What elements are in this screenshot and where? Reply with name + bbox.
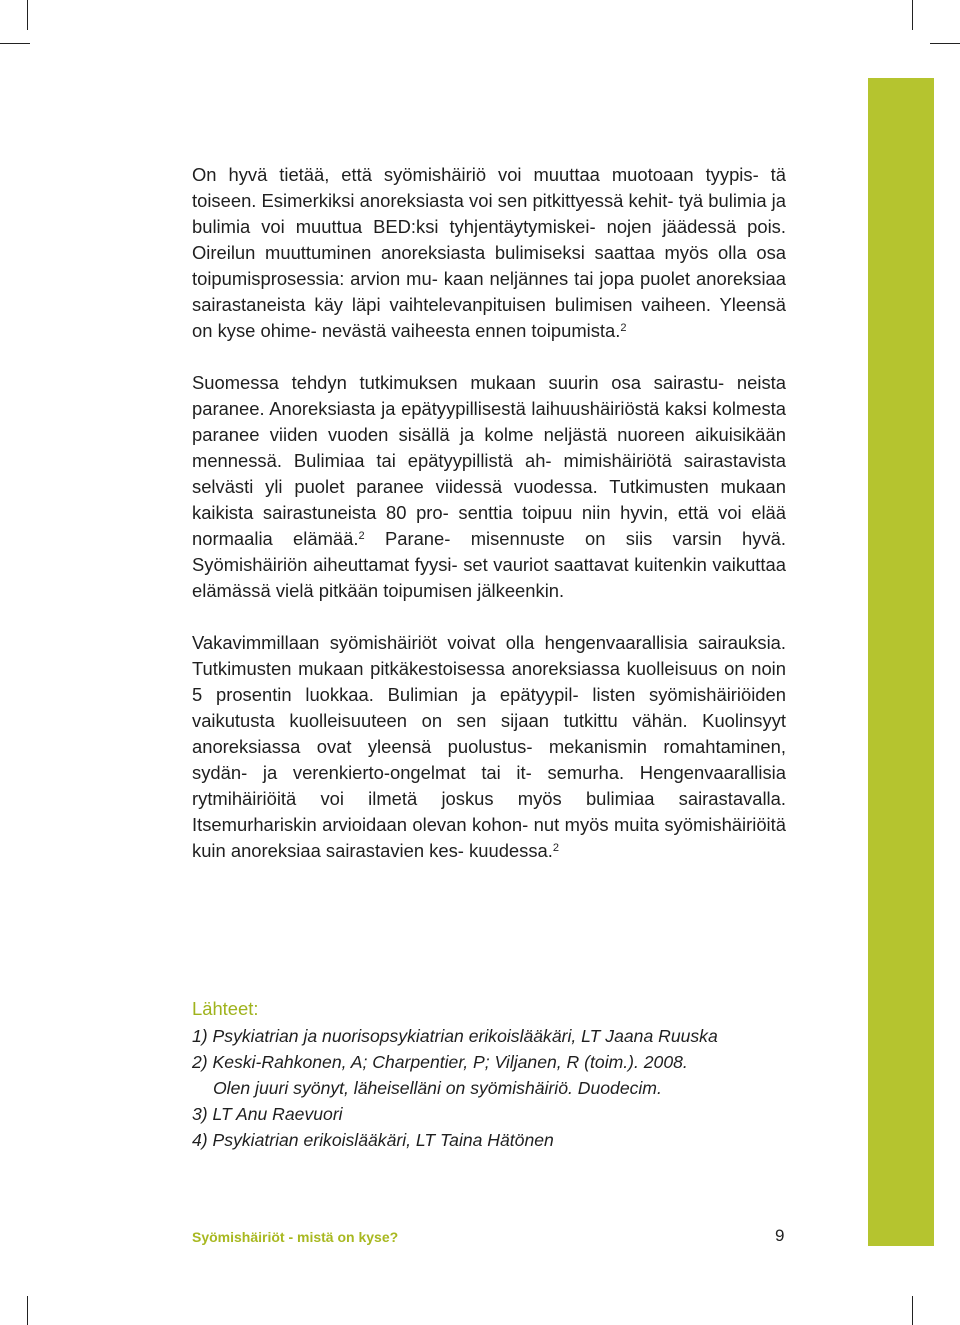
- text-line: Parane-: [364, 528, 451, 549]
- page-number: 9: [775, 1226, 785, 1245]
- text-line: neista paranee. Anoreksiasta ja epätyypillisestä laihuushäiriöstä: [192, 372, 786, 419]
- crop-mark-top-right-horizontal: [930, 43, 960, 44]
- text-line: bulimiseksi saattaa myös olla osa toipumisprosessia: arvion mu-: [192, 242, 786, 289]
- text-line: Vakavimmillaan syömishäiriöt voivat olla hengenvaarallisia: [192, 632, 688, 653]
- text-line: bulimiaa sairastavalla. Itsemurhariskin arvioidaan olevan kohon-: [192, 788, 786, 835]
- text-line: kuolleisuus on noin 5 prosentin luokkaa. Bulimian ja epätyypil-: [192, 658, 786, 705]
- crop-mark-top-left-vertical: [27, 0, 28, 30]
- text-line: tä toiseen. Esimerkiksi anoreksiasta voi sen pitkittyessä kehit-: [192, 164, 786, 211]
- text-line: set vauriot saattavat kuitenkin vaikuttaa elämässä vielä pitkään: [192, 554, 786, 601]
- text-line: semurha. Hengenvaarallisia rytmihäiriöitä voi ilmetä joskus myös: [192, 762, 786, 809]
- text-line: sairauksia. Tutkimusten mukaan pitkäkestoisessa anoreksiassa: [192, 632, 786, 679]
- paragraph-1: [192, 162, 786, 344]
- main-text: [192, 162, 786, 864]
- paragraph-2: [192, 370, 786, 604]
- references-heading: Lähteet:: [192, 998, 259, 1019]
- crop-mark-top-left-horizontal: [0, 43, 30, 44]
- text-line: kuudessa.: [469, 840, 553, 861]
- reference-item-continuation: Olen juuri syönyt, läheiselläni on syömishäiriö. Duodecim.: [213, 1078, 662, 1098]
- reference-item: 1) Psykiatrian ja nuorisopsykiatrian erikoislääkäri, LT Jaana Ruuska: [192, 1026, 718, 1046]
- reference-item: 4) Psykiatrian erikoislääkäri, LT Taina Hätönen: [192, 1130, 554, 1150]
- text-line: tutkittu vähän. Kuolinsyyt anoreksiassa ovat yleensä puolustus-: [192, 710, 786, 757]
- text-line: mekanismin romahtaminen, sydän- ja verenkierto-ongelmat tai it-: [192, 736, 786, 783]
- references-section: [192, 996, 812, 1153]
- text-line: misennuste on siis varsin hyvä. Syömishäiriön aiheuttamat fyysi-: [192, 528, 786, 575]
- text-line: On hyvä tietää, että syömishäiriö voi muuttaa muotoaan tyypis-: [192, 164, 759, 185]
- text-line: nut myös muita syömishäiriöitä kuin anoreksiaa sairastavien kes-: [192, 814, 786, 861]
- text-line: nevästä vaiheesta ennen toipumista.: [321, 320, 621, 341]
- text-line: mimishäiriötä sairastavista selvästi yli puolet paranee viidessä: [192, 450, 786, 497]
- accent-side-bar: [868, 78, 934, 1246]
- text-line: Suomessa tehdyn tutkimuksen mukaan suurin osa sairastu-: [192, 372, 725, 393]
- text-line: vaihtelevanpituisen bulimisen vaiheen. Yleensä on kyse ohime-: [192, 294, 786, 341]
- crop-mark-bottom-left-vertical: [27, 1296, 28, 1325]
- text-line: senttia toipuu niin hyvin, että voi elää normaalia elämää.: [192, 502, 787, 549]
- reference-item: 2) Keski-Rahkonen, A; Charpentier, P; Viljanen, R (toim.). 2008.: [192, 1052, 688, 1072]
- text-line: listen syömishäiriöiden vaikutusta kuolleisuuteen on sen sijaan: [192, 684, 786, 731]
- footnote-marker: 2: [358, 529, 365, 542]
- footnote-marker: 2: [620, 321, 627, 334]
- text-line: kaan neljännes tai jopa puolet anoreksiaa sairastaneista käy läpi: [192, 268, 786, 315]
- text-line: vuodessa. Tutkimusten mukaan kaikista sairastuneista 80 pro-: [192, 476, 786, 523]
- text-line: toipumisen jälkeenkin.: [383, 580, 565, 601]
- footnote-marker: 2: [552, 841, 560, 854]
- crop-mark-top-right-vertical: [912, 0, 913, 30]
- text-line: nojen jäädessä pois. Oireilun muuttuminen anoreksiasta: [192, 216, 786, 263]
- text-line: tyä bulimia ja bulimia voi muuttua BED:ksi tyhjentäytymiskei-: [192, 190, 786, 237]
- paragraph-3: [192, 630, 786, 864]
- text-line: nuoreen aikuisikään mennessä. Bulimiaa tai epätyypillistä ah-: [192, 424, 786, 471]
- reference-item: 3) LT Anu Raevuori: [192, 1104, 343, 1124]
- text-line: kaksi kolmesta paranee viiden vuoden sisällä ja kolme neljästä: [192, 398, 786, 445]
- crop-mark-bottom-right-vertical: [912, 1296, 913, 1325]
- footer-title: Syömishäiriöt - mistä on kyse?: [192, 1229, 399, 1245]
